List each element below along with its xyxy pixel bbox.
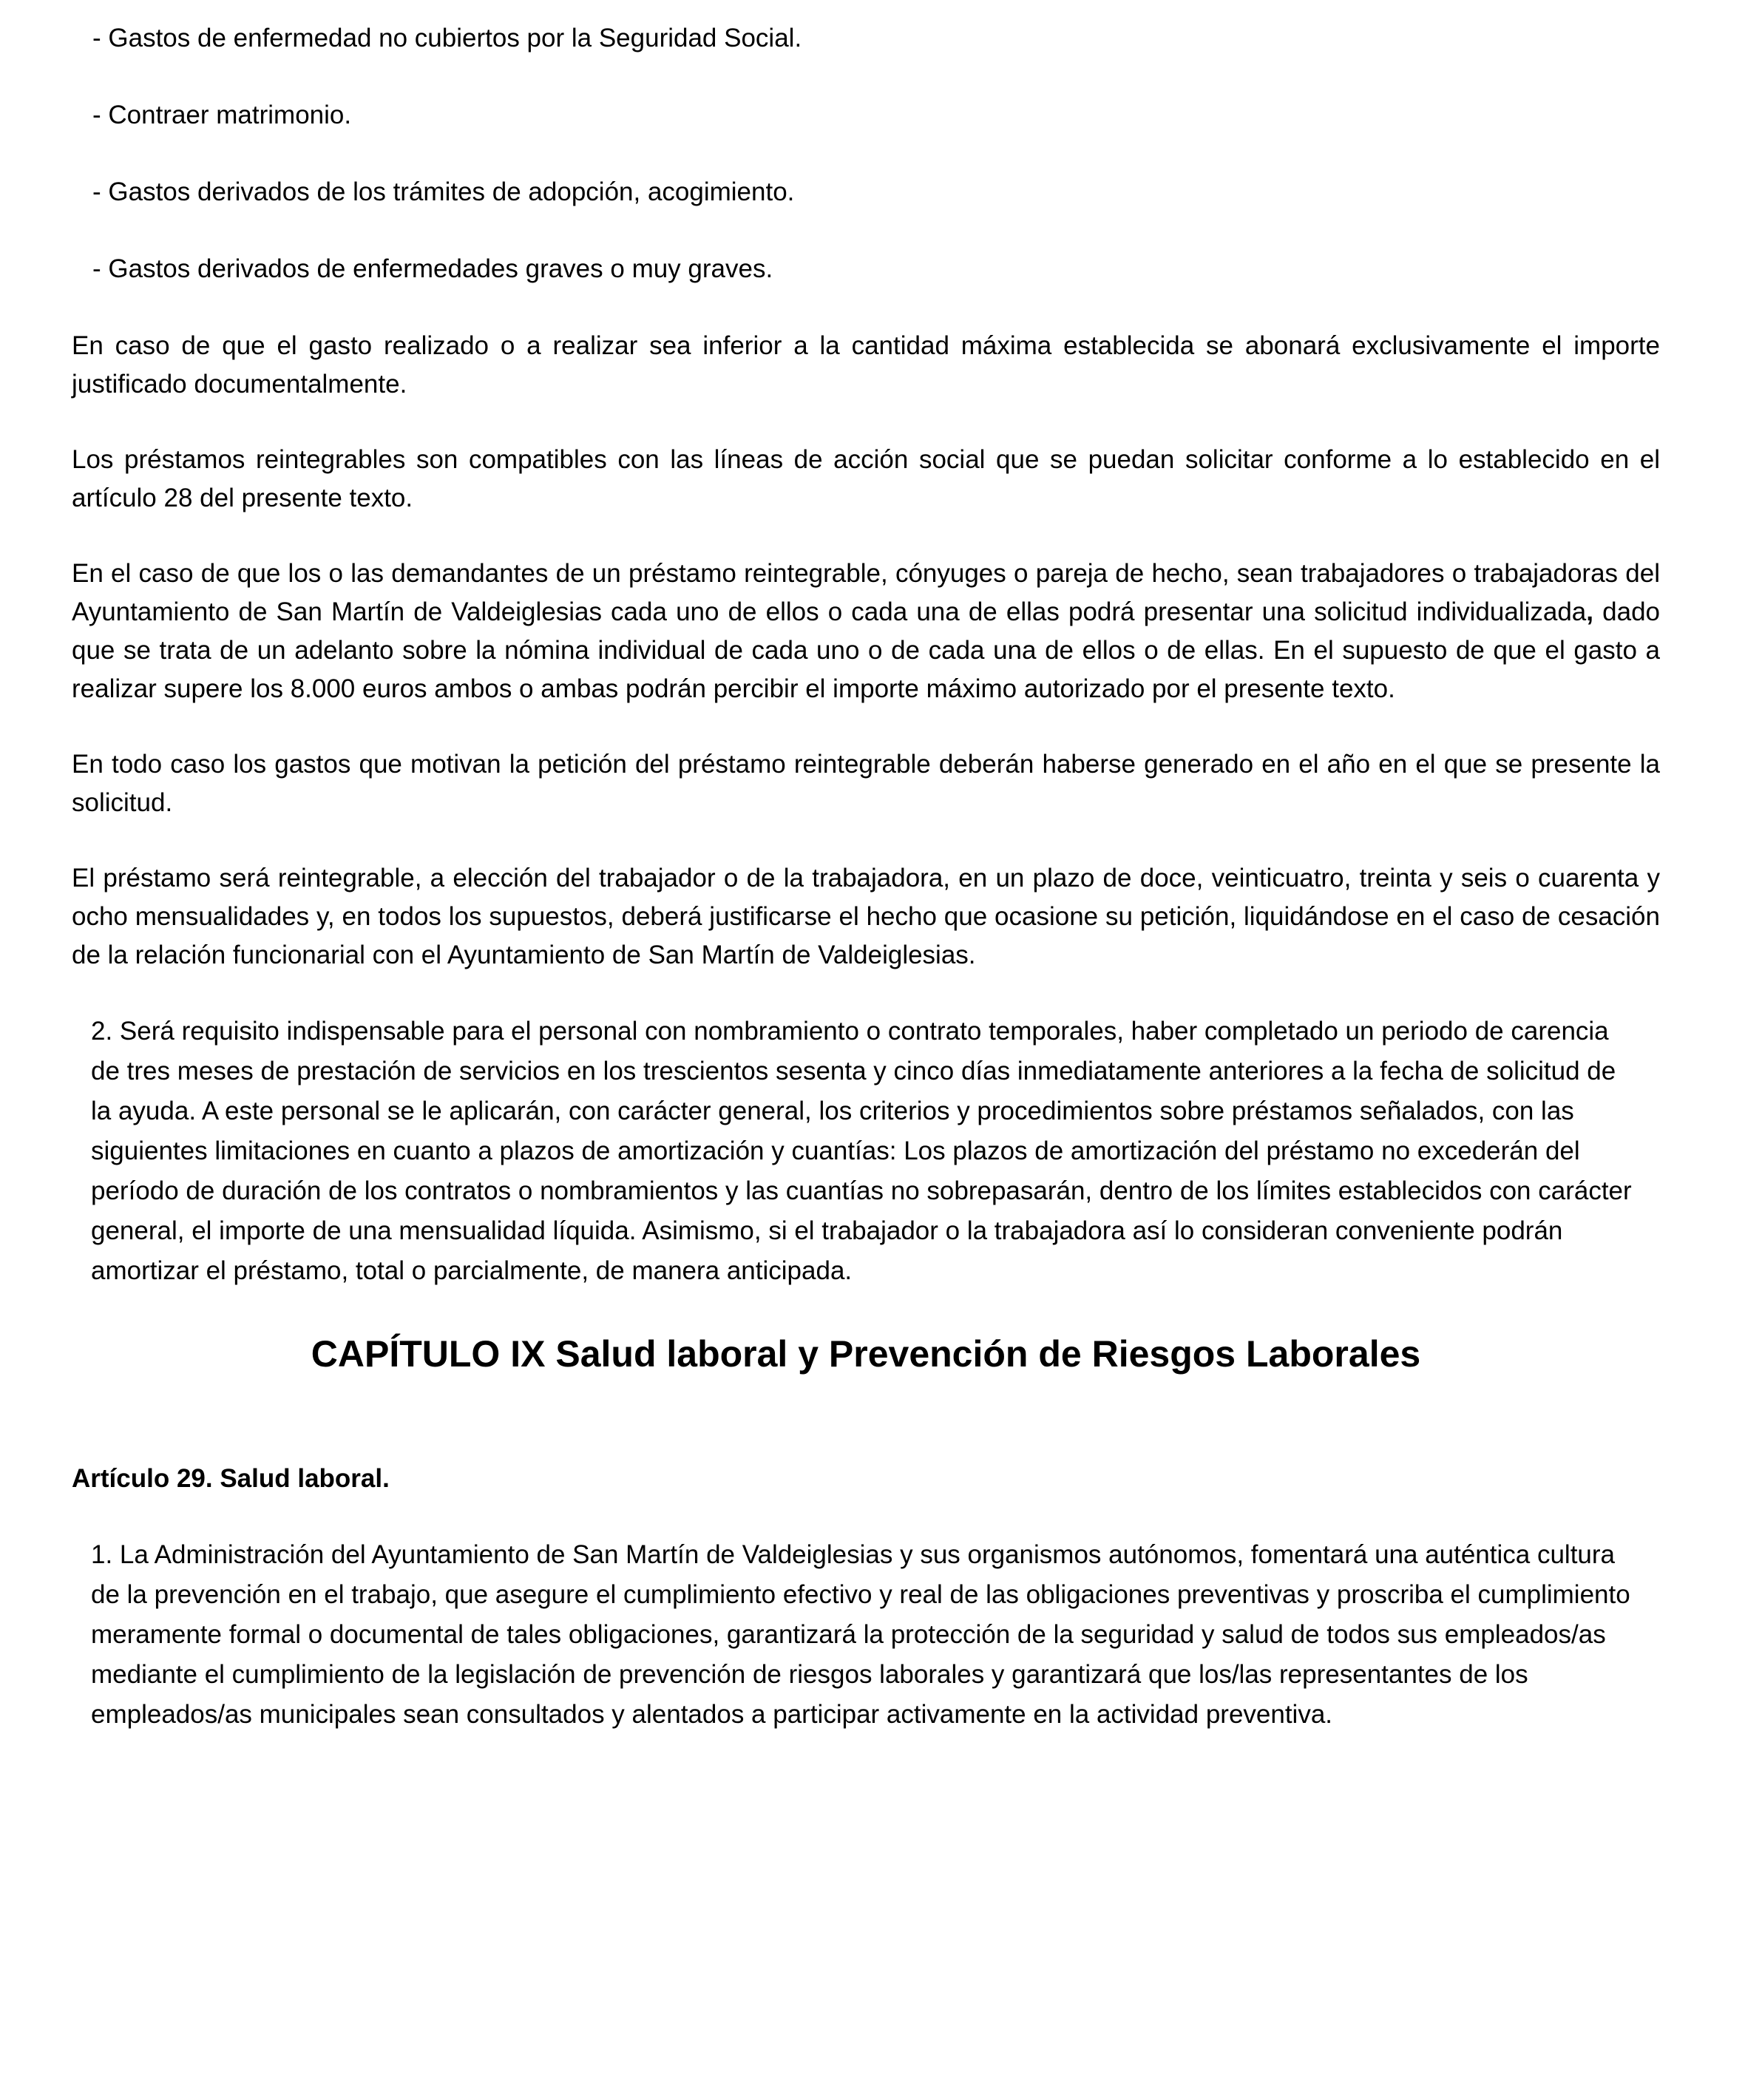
chapter-heading: CAPÍTULO IX Salud laboral y Prevención de Riesgos Laborales [311,1333,1421,1375]
paragraph-demandantes-text-2: dado que se trata de un adelanto sobre la nómina individual de cada uno o de cada una de ellos o de ellas. En el supuesto de que el gasto a realizar supere los 8.000 euros ambos o ambas podrán percibir el importe máximo autorizado por el presente texto. [72,597,1660,703]
paragraph-prestamo-reintegrable: El préstamo será reintegrable, a elección del trabajador o de la trabajadora, en un plazo de doce, veinticuatro, treinta y seis o cuarenta y ocho mensualidades y, en todos los supuestos, deberá justificarse el hecho que ocasione su petición, liquidándose en el caso de cesación de la relación funcionarial con el Ayuntamiento de San Martín de Valdeiglesias. [72,864,1660,969]
paragraph-requisito-temporales: 2. Será requisito indispensable para el personal con nombramiento o contrato temporales, haber completado un periodo de carencia de tres meses de prestación de servicios en los trescientos sesenta y cinco días inmediatamente anteriores a la fecha de solicitud de la ayuda. A este personal se le aplicarán, con carácter general, los criterios y procedimientos sobre préstamos señalados, con las siguientes limitaciones en cuanto a plazos de amortización y cuantías: Los plazos de amortización del préstamo no excederán del período de duración de los contratos o nombramientos y las cuantías no sobrepasarán, dentro de los límites establecidos con carácter general, el importe de una mensualidad líquida. Asimismo, si el trabajador o la trabajadora así lo consideran conveniente podrán amortizar el préstamo, total o parcialmente, de manera anticipada. [91,1017,1632,1285]
paragraph-prestamos-compatibles: Los préstamos reintegrables son compatibles con las líneas de acción social que se puedan solicitar conforme a lo establecido en el artículo 28 del presente texto. [72,445,1660,512]
paragraph-demandantes [72,555,1660,708]
article-heading: Artículo 29. Salud laboral. [72,1464,390,1493]
paragraph-demandantes-text-1: En el caso de que los o las demandantes de un préstamo reintegrable, cónyuges o pareja de hecho, sean trabajadores o trabajadoras del Ayuntamiento de San Martín de Valdeiglesias cada uno de ellos o cada una de ellas podrá presentar una solicitud individualizada [72,559,1660,626]
paragraph-todo-caso: En todo caso los gastos que motivan la petición del préstamo reintegrable deberán haberse generado en el año en el que se presente la solicitud. [72,750,1660,817]
paragraph-demandantes-bold-comma: , [1586,597,1594,626]
bullet-item-adopcion: - Gastos derivados de los trámites de adopción, acogimiento. [92,177,795,206]
bullet-item-enfermedad: - Gastos de enfermedad no cubiertos por la Seguridad Social. [92,24,802,52]
paragraph-administracion-prevencion: 1. La Administración del Ayuntamiento de San Martín de Valdeiglesias y sus organismos autónomos, fomentará una auténtica cultura de la prevención en el trabajo, que asegure el cumplimiento efectivo y real de las obligaciones preventivas y proscriba el cumplimiento meramente formal o documental de tales obligaciones, garantizará la protección de la seguridad y salud de todos sus empleados/as mediante el cumplimiento de la legislación de prevención de riesgos laborales y garantizará que los/las representantes de los empleados/as municipales sean consultados y alentados a participar activamente en la actividad preventiva. [91,1540,1630,1729]
paragraph-gasto-inferior: En caso de que el gasto realizado o a realizar sea inferior a la cantidad máxima establecida se abonará exclusivamente el importe justificado documentalmente. [72,331,1660,399]
bullet-item-enfermedades-graves: - Gastos derivados de enfermedades graves o muy graves. [92,254,773,283]
bullet-item-matrimonio: - Contraer matrimonio. [92,101,352,129]
